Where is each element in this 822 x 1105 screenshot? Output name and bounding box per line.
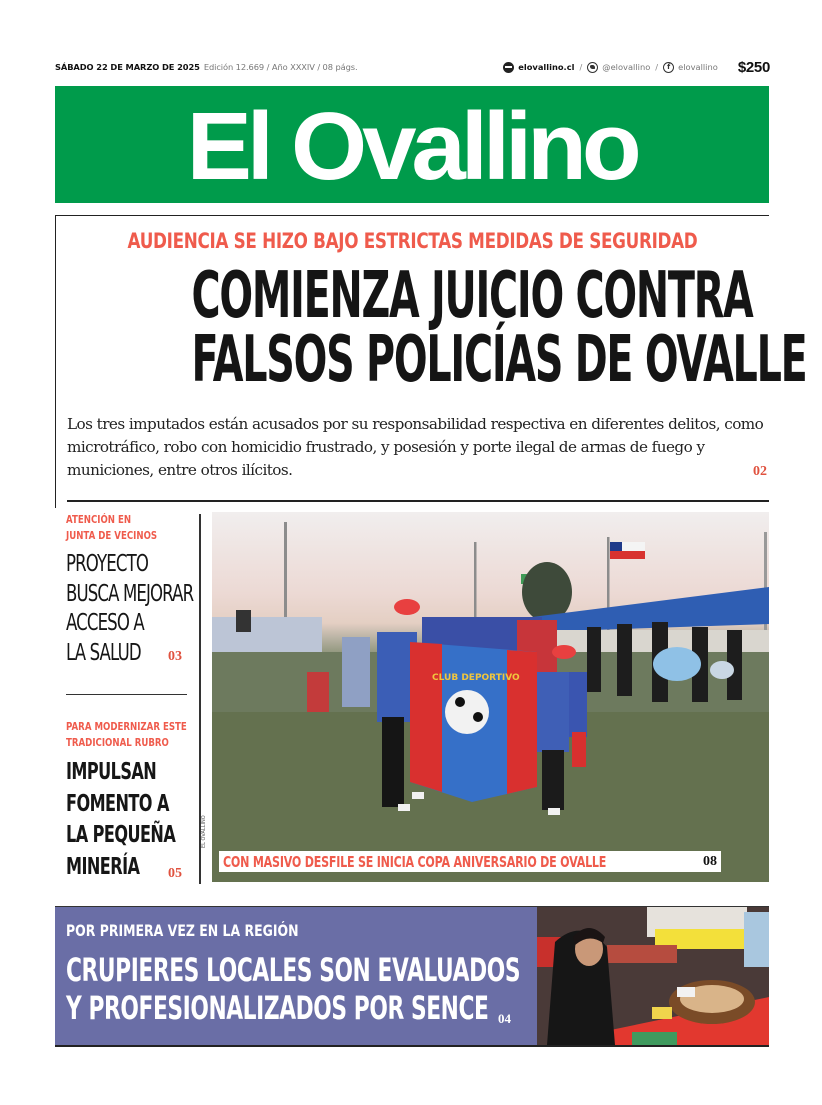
lead-story[interactable]: [55, 215, 807, 508]
title-line: BUSCA MEJORAR: [66, 580, 194, 607]
lead-deck: Los tres imputados están acusados por su responsabilidad respectiva en diferentes delitos, como microtráfico, robo con homicidio frustrado, y posesión y porte ilegal de armas de fuego y municiones, entre otros ilícitos.: [67, 415, 764, 479]
sidebar-story-mining[interactable]: [66, 720, 187, 885]
title-line: LA SALUD: [66, 639, 141, 666]
twitter-handle[interactable]: @elovallino: [602, 62, 651, 72]
feature-kicker: POR PRIMERA VEZ EN LA REGIÓN: [66, 921, 299, 940]
separator: /: [579, 62, 583, 72]
photo-credit: EL OVALLINO: [201, 815, 207, 848]
lead-headline: [191, 259, 807, 397]
story-kicker: [66, 720, 187, 751]
lead-page-number: 02: [753, 464, 767, 479]
kicker-line: TRADICIONAL RUBRO: [66, 736, 169, 749]
issue-date: SÁBADO 22 DE MARZO DE 2025: [55, 62, 200, 72]
title-line: Y PROFESIONALIZADOS POR SENCE: [66, 989, 489, 1027]
separator: /: [655, 62, 659, 72]
twitter-icon: [587, 62, 598, 73]
lead-kicker: AUDIENCIA SE HIZO BAJO ESTRICTAS MEDIDAS DE SEGURIDAD: [127, 229, 698, 253]
story-kicker: [66, 513, 165, 544]
globe-icon: [503, 62, 514, 73]
facebook-handle[interactable]: elovallino: [678, 62, 718, 72]
newspaper-logo: El Ovallino: [187, 92, 637, 200]
social-links: [503, 59, 770, 76]
caption-page-number: 08: [703, 853, 717, 869]
story-page-number: 03: [168, 649, 182, 664]
sidebar-story-health[interactable]: [66, 513, 194, 683]
title-line: LA PEQUEÑA: [66, 822, 176, 848]
headline-line: COMIENZA JUICIO CONTRA: [191, 259, 753, 333]
title-line: ACCESO A: [66, 610, 144, 636]
title-line: MINERÍA: [66, 853, 140, 880]
photo-caption[interactable]: [219, 851, 721, 872]
croupier-photo[interactable]: [537, 907, 769, 1045]
kicker-line: PARA MODERNIZAR ESTE: [66, 721, 187, 733]
divider: [66, 694, 187, 695]
story-page-number: 05: [168, 866, 182, 881]
title-line: FOMENTO A: [66, 790, 169, 817]
casino-illustration: [537, 907, 769, 1045]
feature-page-number: 04: [498, 1011, 511, 1026]
kicker-line: ATENCIÓN EN: [66, 514, 132, 526]
title-line: PROYECTO: [66, 551, 149, 577]
title-line: IMPULSAN: [66, 759, 157, 785]
headline-line: FALSOS POLICÍAS DE OVALLE: [191, 323, 807, 397]
website-link[interactable]: elovallino.cl: [518, 62, 575, 72]
banner-text: CLUB DEPORTIVO: [432, 673, 520, 683]
parade-photo[interactable]: [212, 512, 769, 882]
edition-number: Edición 12.669 / Año XXXIV / 08 págs.: [203, 62, 358, 72]
kicker-line: JUNTA DE VECINOS: [66, 529, 158, 542]
feature-title: [66, 951, 520, 1027]
masthead: [55, 86, 769, 203]
facebook-icon: f: [663, 62, 674, 73]
parade-illustration: [212, 512, 769, 882]
edition-info-bar: [55, 59, 770, 75]
cover-price: $250: [737, 58, 770, 76]
caption-text: CON MASIVO DESFILE SE INICIA COPA ANIVERSARIO DE OVALLE: [223, 852, 607, 871]
divider: [67, 500, 769, 502]
title-line: CRUPIERES LOCALES SON EVALUADOS: [66, 951, 521, 989]
